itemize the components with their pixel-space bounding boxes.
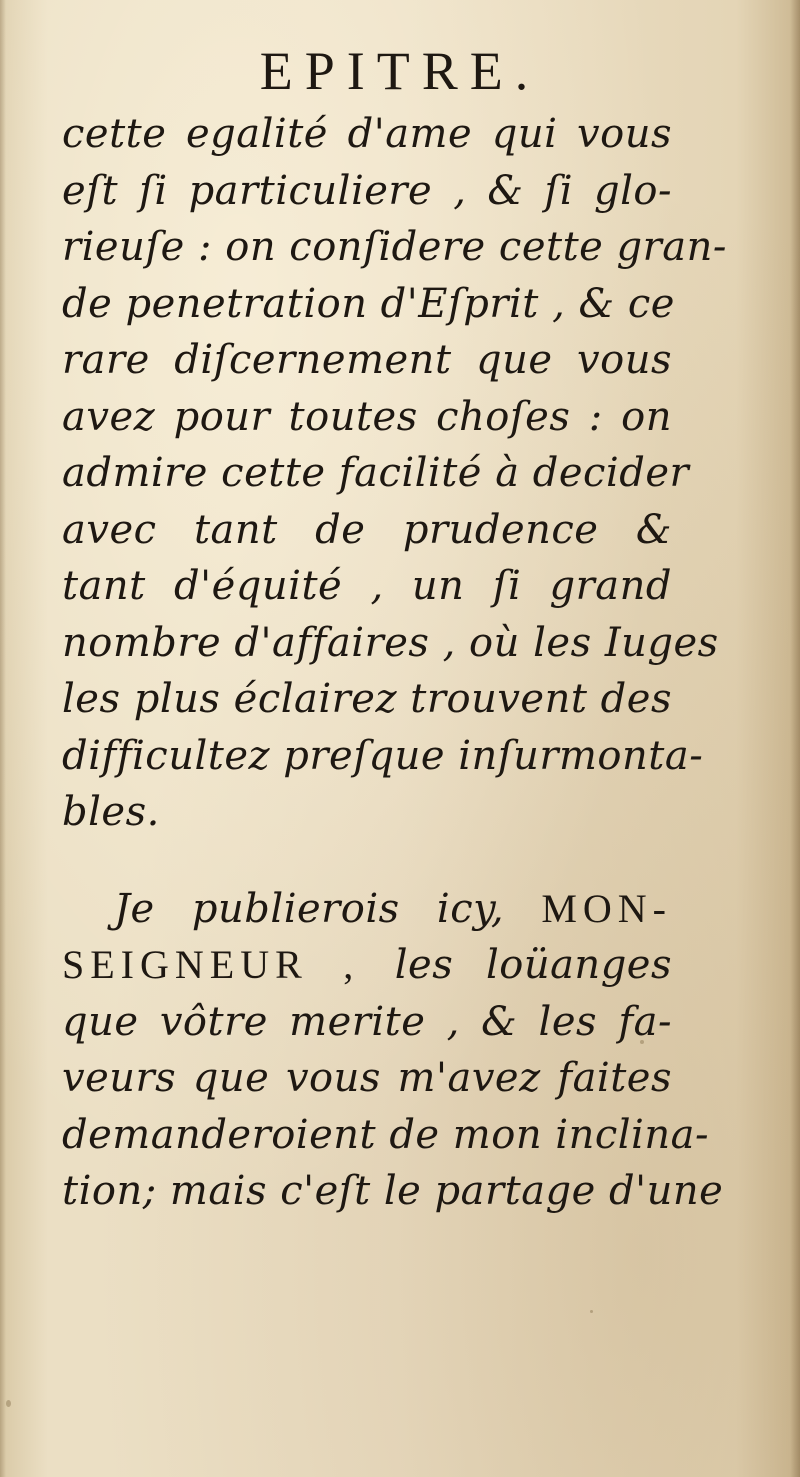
small-caps-fragment: MON- [541,885,672,931]
running-head: EPITRE. [259,41,541,101]
text-line: rare diſcernement que vous [62,337,672,383]
text-line: que vôtre merite , & les fa- [62,998,672,1045]
text-line: bles. [62,789,160,835]
text-block [62,106,727,1220]
paper-speck [6,1400,11,1407]
text-fragment: les loüanges [394,942,672,988]
text-line: veurs que vous m'avez faites [62,1055,672,1101]
text-line-second [62,937,672,994]
text-line: nombre d'affaires , où les Iuges [62,619,719,666]
paper-speck [590,1310,593,1313]
text-fragment: Je publierois icy, [114,885,542,932]
paragraph-1 [62,106,727,841]
text-line: les plus éclairez trouvent des [62,676,672,722]
paragraph-gap [62,841,672,881]
text-line: rieuſe : on conſidere cette gran- [62,224,727,270]
page-right-shadow [790,0,800,1477]
text-line: avec tant de prudence & [62,506,672,553]
text-line: tant d'équité , un ſi grand [62,563,672,609]
text-line: demanderoient de mon inclina- [62,1111,709,1158]
text-line: difficultez preſque inſurmonta- [62,732,704,779]
text-line: de penetration d'Eſprit , & ce [62,280,675,327]
page-left-shadow [0,0,6,1477]
text-line: admire cette facilité à decider [62,450,690,496]
paragraph-2 [62,881,724,1220]
text-line: eſt ſi particuliere , & ſi glo- [62,167,672,214]
text-line: cette egalité d'ame qui vous [62,111,672,157]
text-line-first [62,881,672,938]
text-line: avez pour toutes choſes : on [62,393,672,440]
small-caps-fragment: SEIGNEUR , [62,942,395,987]
text-line: tion; mais c'eſt le partage d'une [62,1168,724,1214]
